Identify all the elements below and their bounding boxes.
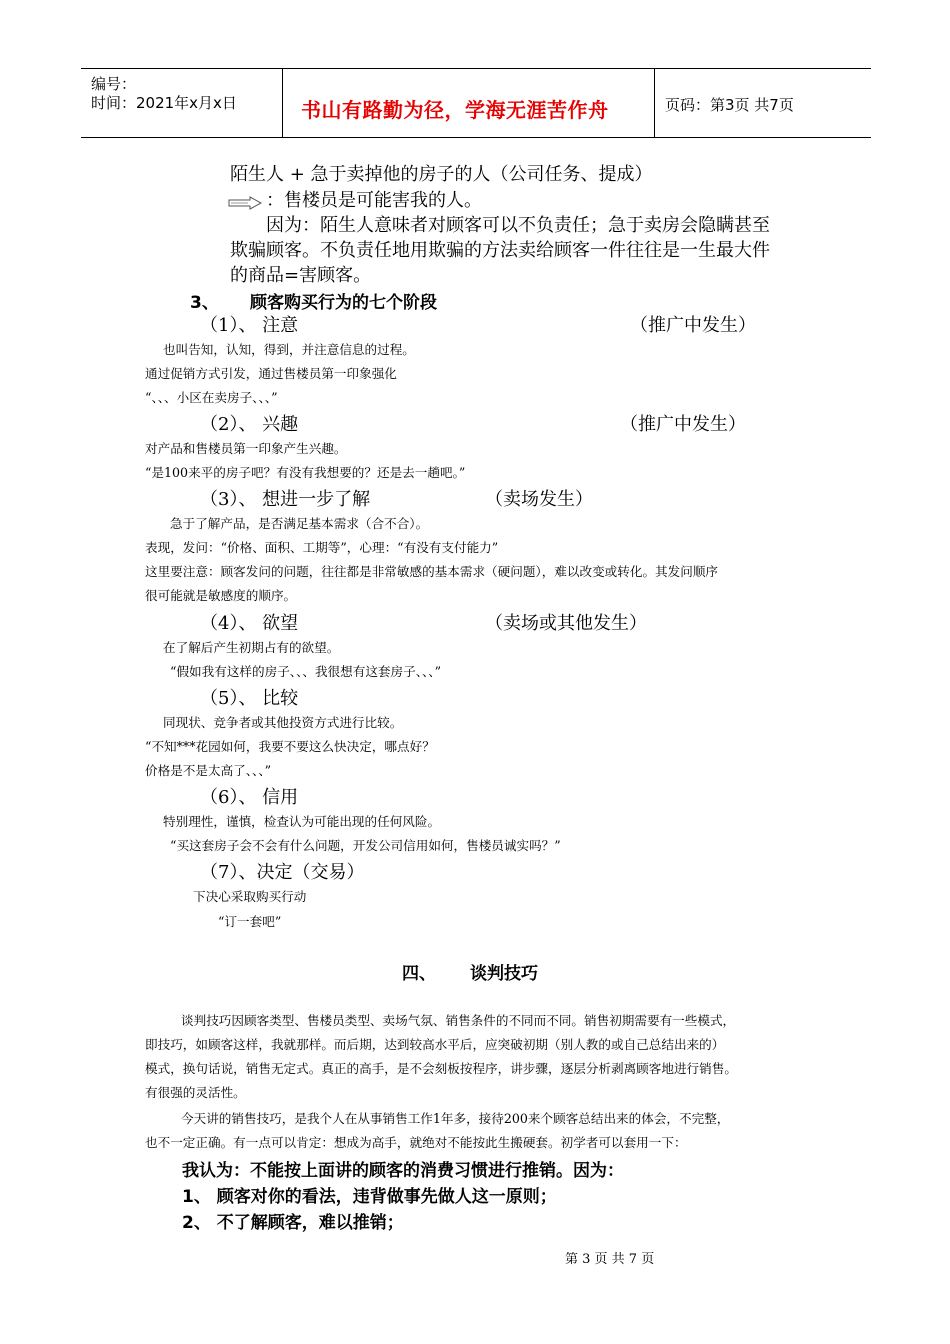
stage-heading: （2）、 兴趣 [200,414,299,435]
intro-line: ：售楼员是可能害我的人。 [266,190,482,211]
stage-text: 通过促销方式引发，通过售楼员第一印象强化 [145,366,397,381]
stage-heading: （5）、 比较 [200,688,299,709]
page-header [81,68,871,138]
body-text: 有很强的灵活性。 [145,1085,246,1100]
bold-statement: 1、 顾客对你的看法，违背做事先做人这一原则； [182,1187,557,1207]
doc-time-label: 时间：2021年x月x日 [91,94,237,112]
header-motto: 书山有路勤为径，学海无涯苦作舟 [301,98,609,122]
stage-text: 急于了解产品，是否满足基本需求（合不合）。 [170,516,429,531]
body-text: 也不一定正确。有一点可以肯定：想成为高手，就绝对不能按此生搬硬套。初学者可以套用一下： [145,1135,687,1150]
stage-heading: （6）、 信用 [200,787,299,808]
header-divider [654,69,655,137]
header-divider [282,69,283,137]
body-text: 今天讲的销售技巧，是我个人在从事销售工作1年多，接待200来个顾客总结出来的体会，不完整， [181,1111,730,1126]
stage-text: 也叫告知，认知，得到，并注意信息的过程。 [163,342,415,357]
stage-text: “假如我有这样的房子、、、我很想有这套房子、、、” [170,664,442,679]
right-arrow-icon [228,196,262,210]
intro-line: 的商品=害顾客。 [230,265,372,286]
stage-text: 这里要注意：顾客发问的问题，往往都是非常敏感的基本需求（硬问题），难以改变或转化。其发问顺序 [145,564,719,579]
stage-heading: （7）、决定（交易） [200,862,365,883]
stage-text: 在了解后产生初期占有的欲望。 [163,640,340,655]
stage-text: “订一套吧” [218,914,282,929]
doc-number-label: 编号： [91,75,137,93]
stage-heading: （3）、 想进一步了解 [200,489,371,510]
section-number: 四、 [402,964,436,984]
bold-statement: 我认为：不能按上面讲的顾客的消费习惯进行推销。因为： [182,1161,624,1181]
stage-text: “、、、小区在卖房子、、、” [145,390,278,405]
stage-text: “买这套房子会不会有什么问题，开发公司信用如何，售楼员诚实吗？” [170,838,561,853]
stage-heading: （4）、 欲望 [200,613,299,634]
stage-text: “是100来平的房子吧？有没有我想要的？还是去一趟吧。” [145,465,466,480]
stage-note: （推广中发生） [630,315,756,336]
body-text: 谈判技巧因顾客类型、售楼员类型、卖场气氛、销售条件的不同而不同。销售初期需要有一些模式， [181,1013,736,1028]
stage-text: 同现状、竞争者或其他投资方式进行比较。 [163,715,403,730]
page-footer: 第 3 页 共 7 页 [565,1252,655,1267]
page-indicator: 页码：第3页 共7页 [665,96,794,114]
stage-note: （卖场发生） [485,489,593,510]
body-text: 即技巧，如顾客这样，我就那样。而后期，达到较高水平后，应突破初期（别人教的或自己总结出来的） [145,1037,725,1052]
stage-text: 下决心采取购买行动 [193,889,307,904]
bold-statement: 2、 不了解顾客，难以推销； [182,1213,404,1233]
section-title: 谈判技巧 [470,964,538,984]
stage-text: 表现，发问：“价格、面积、工期等”，心理：“有没有支付能力” [145,540,499,555]
stage-note: （卖场或其他发生） [485,613,647,634]
section-title: 顾客购买行为的七个阶段 [250,293,437,313]
stage-heading: （1）、 注意 [200,315,299,336]
intro-line: 欺骗顾客。不负责任地用欺骗的方法卖给顾客一件往往是一生最大件 [230,240,770,261]
stage-text: 对产品和售楼员第一印象产生兴趣。 [145,441,347,456]
stage-text: “不知***花园如何，我要不要这么快决定，哪点好？ [145,739,435,754]
body-text: 模式，换句话说，销售无定式。真正的高手，是不会刻板按程序，讲步骤，逐层分析剥离顾客地进行销售。 [145,1061,737,1076]
stage-text: 价格是不是太高了、、、” [145,763,272,778]
section-number: 3、 [190,293,219,313]
stage-text: 特别理性，谨慎，检查认为可能出现的任何风险。 [163,814,441,829]
intro-line: 因为：陌生人意味者对顾客可以不负责任；急于卖房会隐瞒甚至 [266,215,770,236]
stage-text: 很可能就是敏感度的顺序。 [145,588,297,603]
intro-line: 陌生人 + 急于卖掉他的房子的人（公司任务、提成） [230,164,653,185]
stage-note: （推广中发生） [620,414,746,435]
